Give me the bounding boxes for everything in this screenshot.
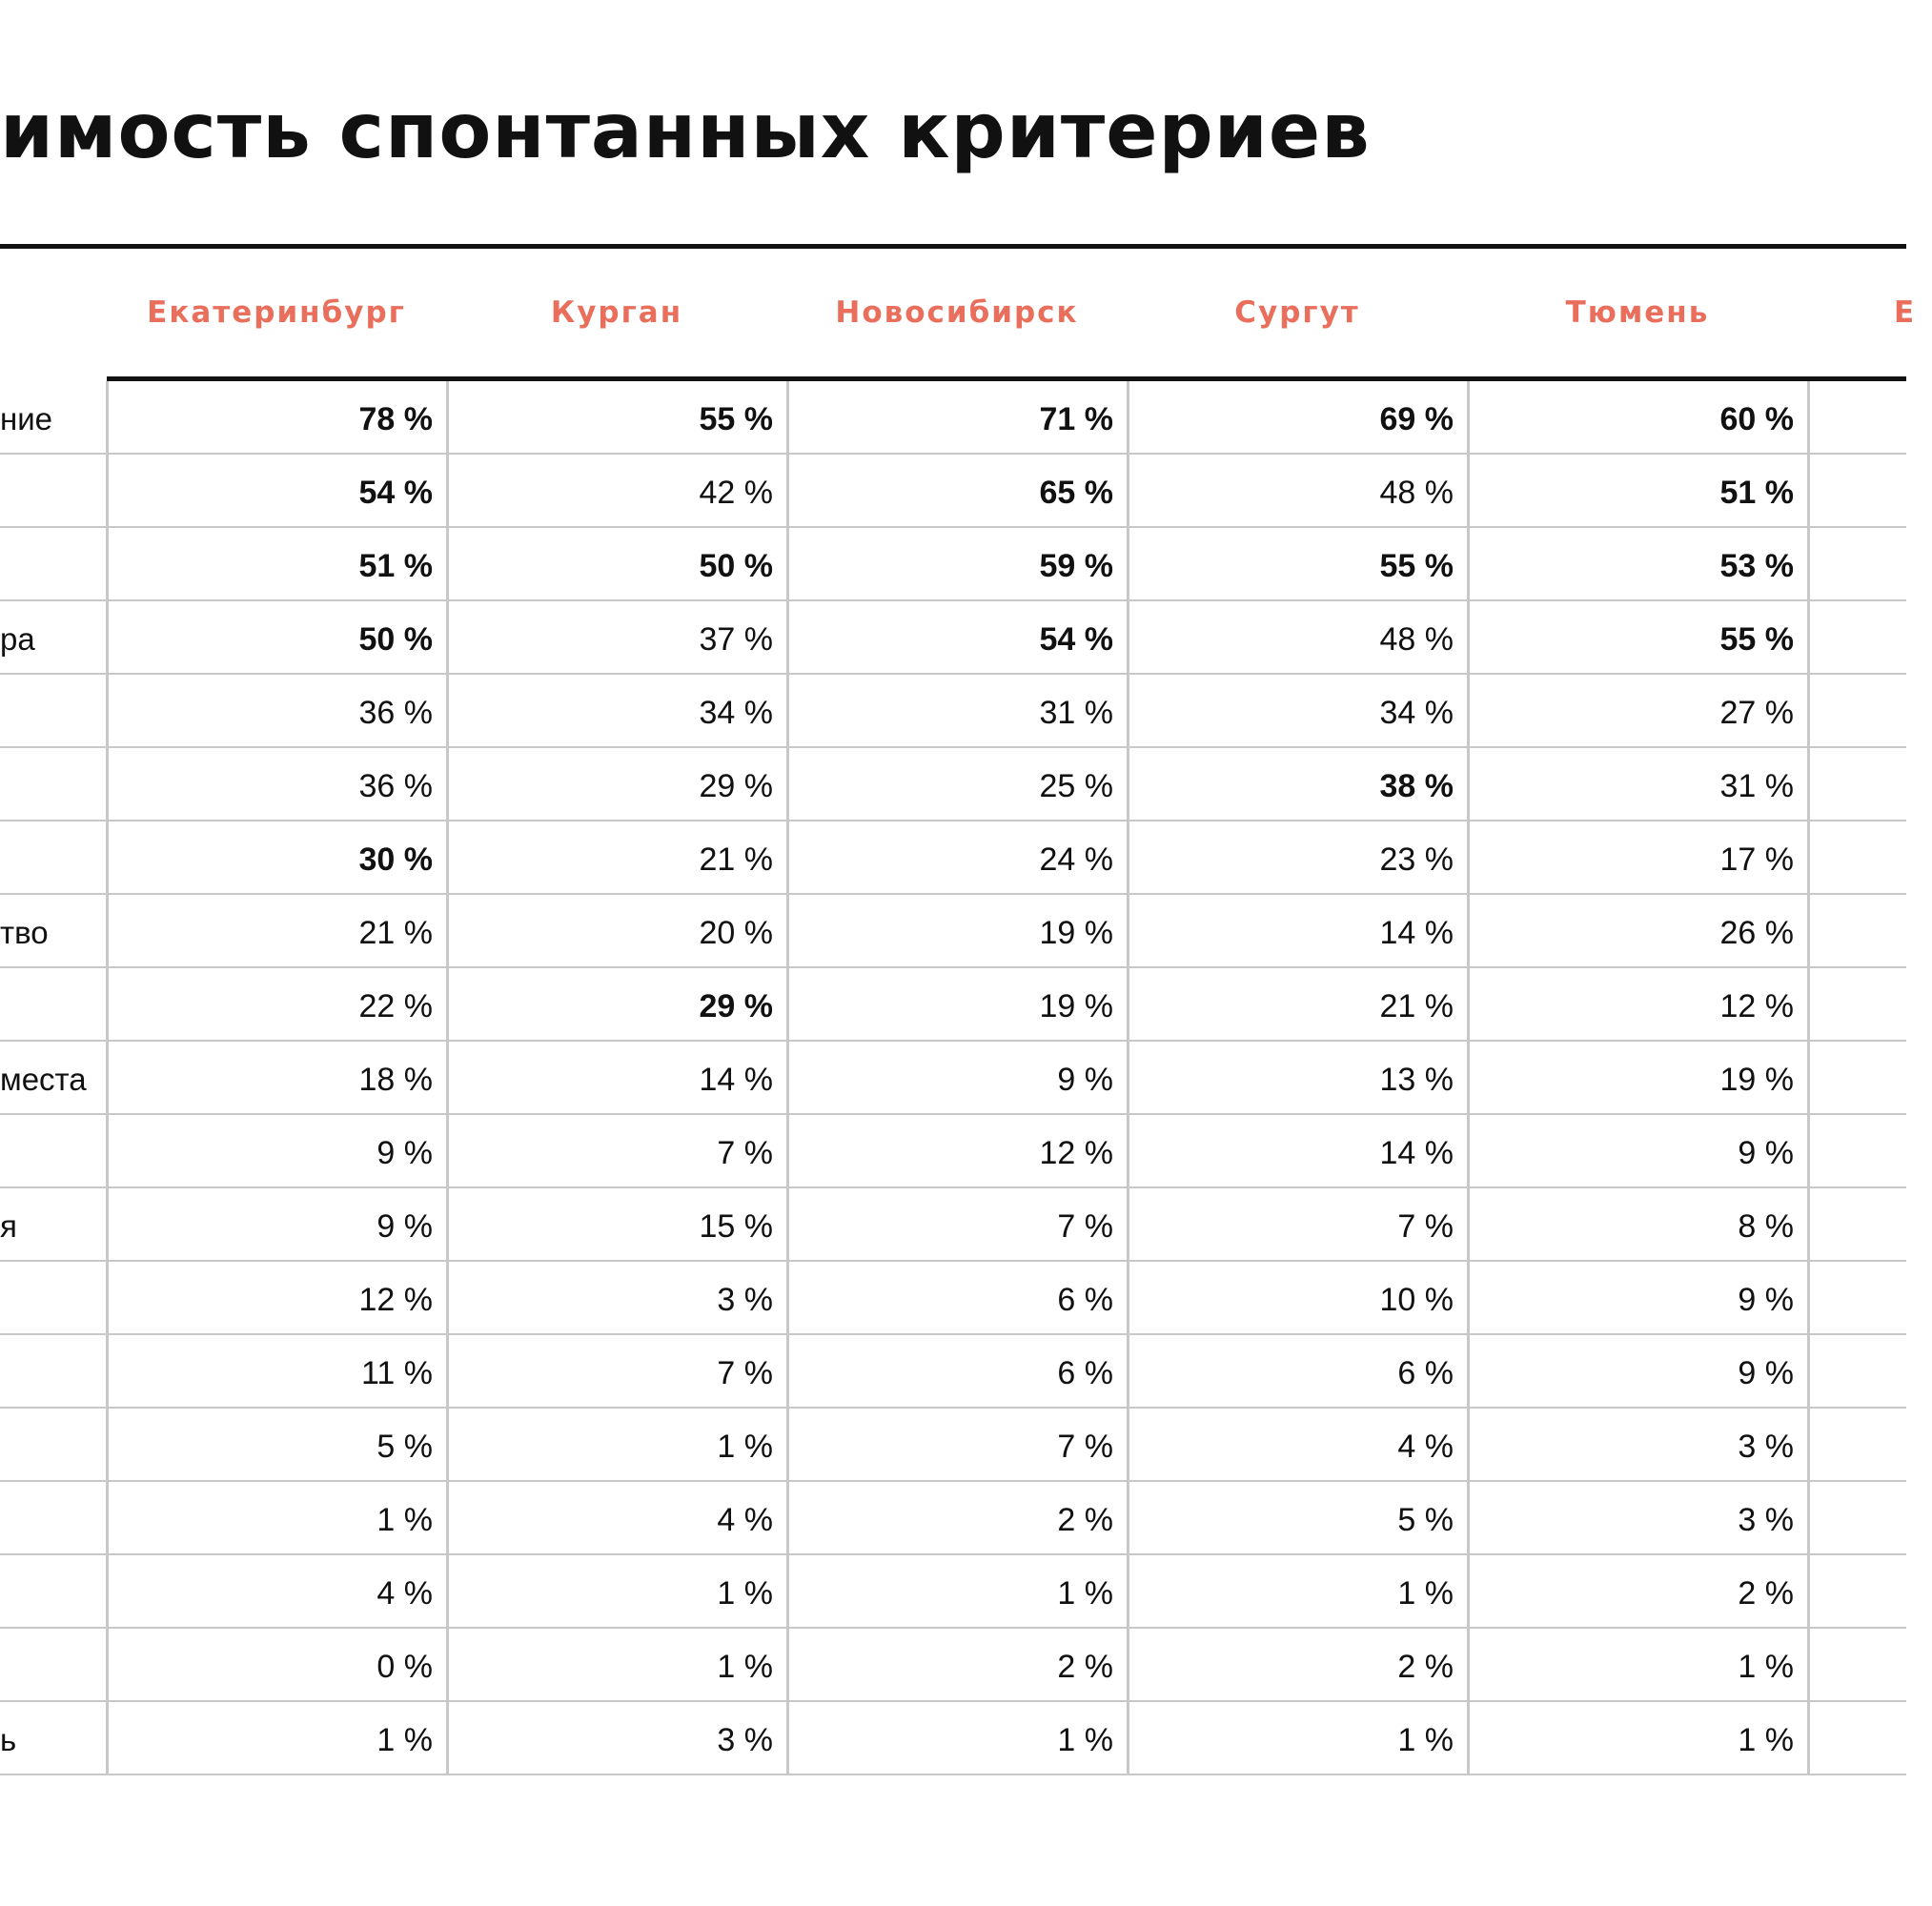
- table-cell: 0 %: [376, 1649, 433, 1685]
- table-row: [0, 1262, 1906, 1335]
- table-row: [0, 748, 1906, 821]
- column-header-partial: Е: [1894, 295, 1917, 330]
- table-cell: 1 %: [376, 1722, 433, 1758]
- table-cell: 1 %: [717, 1575, 773, 1612]
- table-cell: 29 %: [699, 988, 773, 1024]
- column-divider: [786, 381, 789, 1775]
- table-cell: 55 %: [1379, 548, 1454, 584]
- table-row: [0, 381, 1906, 455]
- table-cell: 9 %: [376, 1208, 433, 1245]
- table-row: [0, 1188, 1906, 1262]
- table-cell: 1 %: [1397, 1575, 1454, 1612]
- table-cell: 6 %: [1057, 1355, 1113, 1391]
- table-cell: 19 %: [1039, 988, 1113, 1024]
- row-label: [0, 1115, 105, 1186]
- table-cell: 7 %: [1057, 1208, 1113, 1245]
- table-cell: 12 %: [1039, 1135, 1113, 1171]
- table-cell: 1 %: [1057, 1575, 1113, 1612]
- table-cell: 7 %: [1057, 1429, 1113, 1465]
- table-cell: 2 %: [1057, 1649, 1113, 1685]
- table-row: [0, 1042, 1906, 1115]
- table-cell: 4 %: [717, 1502, 773, 1538]
- column-header-kurgan: Курган: [550, 295, 683, 330]
- table-cell: 36 %: [358, 768, 433, 804]
- data-table: [0, 381, 1906, 1775]
- table-cell: 31 %: [1719, 768, 1794, 804]
- table-cell: 7 %: [1397, 1208, 1454, 1245]
- table-cell: 38 %: [1379, 768, 1454, 804]
- row-label: ние: [0, 401, 53, 436]
- table-cell: 78 %: [358, 401, 433, 437]
- table-cell: 54 %: [1039, 621, 1113, 658]
- row-label: [0, 1629, 105, 1700]
- row-label: [0, 455, 105, 526]
- table-cell: 6 %: [1397, 1355, 1454, 1391]
- column-divider: [106, 381, 109, 1775]
- row-label: [0, 1335, 105, 1407]
- table-row: [0, 1115, 1906, 1188]
- table-row: [0, 968, 1906, 1042]
- table-cell: 7 %: [717, 1355, 773, 1391]
- table-cell: 12 %: [358, 1282, 433, 1318]
- table-cell: 42 %: [699, 475, 773, 511]
- row-label: ра: [0, 621, 35, 657]
- table-cell: 69 %: [1379, 401, 1454, 437]
- table-row: [0, 1702, 1906, 1775]
- row-label: [0, 675, 105, 746]
- column-header-novosibirsk: Новосибирск: [835, 295, 1079, 330]
- table-cell: 17 %: [1719, 841, 1794, 878]
- table-cell: 1 %: [1397, 1722, 1454, 1758]
- column-header-tyumen: Тюмень: [1565, 295, 1710, 330]
- table-cell: 55 %: [1719, 621, 1794, 658]
- row-label: тво: [0, 915, 49, 950]
- table-cell: 9 %: [1738, 1282, 1794, 1318]
- table-cell: 12 %: [1719, 988, 1794, 1024]
- table-cell: 1 %: [717, 1649, 773, 1685]
- table-cell: 9 %: [1057, 1062, 1113, 1098]
- table-cell: 48 %: [1379, 475, 1454, 511]
- table-cell: 22 %: [358, 988, 433, 1024]
- table-cell: 1 %: [1738, 1722, 1794, 1758]
- table-cell: 9 %: [1738, 1135, 1794, 1171]
- row-label: [0, 528, 105, 599]
- table-cell: 3 %: [717, 1282, 773, 1318]
- table-cell: 54 %: [358, 475, 433, 511]
- column-divider: [1127, 381, 1129, 1775]
- table-cell: 19 %: [1719, 1062, 1794, 1098]
- page-title: имость спонтанных критериев: [0, 87, 1371, 175]
- column-divider: [1807, 381, 1810, 1775]
- table-cell: 30 %: [358, 841, 433, 878]
- table-cell: 3 %: [717, 1722, 773, 1758]
- column-header-surgut: Сургут: [1234, 295, 1360, 330]
- column-divider: [1467, 381, 1470, 1775]
- table-cell: 25 %: [1039, 768, 1113, 804]
- table-cell: 55 %: [699, 401, 773, 437]
- table-cell: 21 %: [1379, 988, 1454, 1024]
- row-label: [0, 821, 105, 893]
- table-row: [0, 601, 1906, 675]
- table-cell: 6 %: [1057, 1282, 1113, 1318]
- table-cell: 51 %: [1719, 475, 1794, 511]
- table-row: [0, 1629, 1906, 1702]
- row-label: я: [0, 1208, 17, 1244]
- table-cell: 9 %: [1738, 1355, 1794, 1391]
- column-header-ekaterinburg: Екатеринбург: [147, 295, 406, 330]
- table-cell: 14 %: [699, 1062, 773, 1098]
- table-cell: 2 %: [1057, 1502, 1113, 1538]
- table-cell: 1 %: [1738, 1649, 1794, 1685]
- table-cell: 3 %: [1738, 1502, 1794, 1538]
- table-cell: 4 %: [376, 1575, 433, 1612]
- table-row: [0, 675, 1906, 748]
- row-label: места: [0, 1062, 87, 1097]
- table-cell: 24 %: [1039, 841, 1113, 878]
- column-divider: [446, 381, 449, 1775]
- table-cell: 21 %: [699, 841, 773, 878]
- table-cell: 20 %: [699, 915, 773, 951]
- table-cell: 36 %: [358, 695, 433, 731]
- table-cell: 31 %: [1039, 695, 1113, 731]
- table-row: [0, 1482, 1906, 1555]
- table-cell: 3 %: [1738, 1429, 1794, 1465]
- table-cell: 27 %: [1719, 695, 1794, 731]
- table-cell: 1 %: [717, 1429, 773, 1465]
- table-cell: 9 %: [376, 1135, 433, 1171]
- table-cell: 37 %: [699, 621, 773, 658]
- table-cell: 2 %: [1397, 1649, 1454, 1685]
- table-cell: 50 %: [699, 548, 773, 584]
- table-row: [0, 1335, 1906, 1409]
- table-cell: 7 %: [717, 1135, 773, 1171]
- table-cell: 19 %: [1039, 915, 1113, 951]
- table-row: [0, 895, 1906, 968]
- row-label: [0, 1482, 105, 1553]
- row-label: [0, 1409, 105, 1480]
- table-cell: 15 %: [699, 1208, 773, 1245]
- table-cell: 8 %: [1738, 1208, 1794, 1245]
- table-row: [0, 1555, 1906, 1629]
- table-cell: 14 %: [1379, 915, 1454, 951]
- row-label: [0, 1555, 105, 1627]
- table-cell: 65 %: [1039, 475, 1113, 511]
- row-label: ь: [0, 1722, 17, 1757]
- table-cell: 50 %: [358, 621, 433, 658]
- table-cell: 71 %: [1039, 401, 1113, 437]
- table-cell: 5 %: [1397, 1502, 1454, 1538]
- table-cell: 26 %: [1719, 915, 1794, 951]
- table-cell: 18 %: [358, 1062, 433, 1098]
- row-label: [0, 748, 105, 820]
- row-label: [0, 1262, 105, 1333]
- table-header: [0, 249, 1917, 376]
- table-cell: 60 %: [1719, 401, 1794, 437]
- table-cell: 4 %: [1397, 1429, 1454, 1465]
- table-cell: 14 %: [1379, 1135, 1454, 1171]
- table-cell: 1 %: [1057, 1722, 1113, 1758]
- table-cell: 10 %: [1379, 1282, 1454, 1318]
- table-row: [0, 528, 1906, 601]
- table-cell: 29 %: [699, 768, 773, 804]
- table-cell: 59 %: [1039, 548, 1113, 584]
- table-row: [0, 1409, 1906, 1482]
- table-cell: 23 %: [1379, 841, 1454, 878]
- table-cell: 48 %: [1379, 621, 1454, 658]
- table-cell: 2 %: [1738, 1575, 1794, 1612]
- table-cell: 53 %: [1719, 548, 1794, 584]
- table-cell: 11 %: [361, 1355, 433, 1391]
- table-cell: 51 %: [358, 548, 433, 584]
- table-row: [0, 455, 1906, 528]
- table-cell: 21 %: [358, 915, 433, 951]
- table-cell: 5 %: [376, 1429, 433, 1465]
- row-label: [0, 968, 105, 1040]
- table-cell: 13 %: [1379, 1062, 1454, 1098]
- table-row: [0, 821, 1906, 895]
- table-cell: 1 %: [376, 1502, 433, 1538]
- table-cell: 34 %: [1379, 695, 1454, 731]
- table-cell: 34 %: [699, 695, 773, 731]
